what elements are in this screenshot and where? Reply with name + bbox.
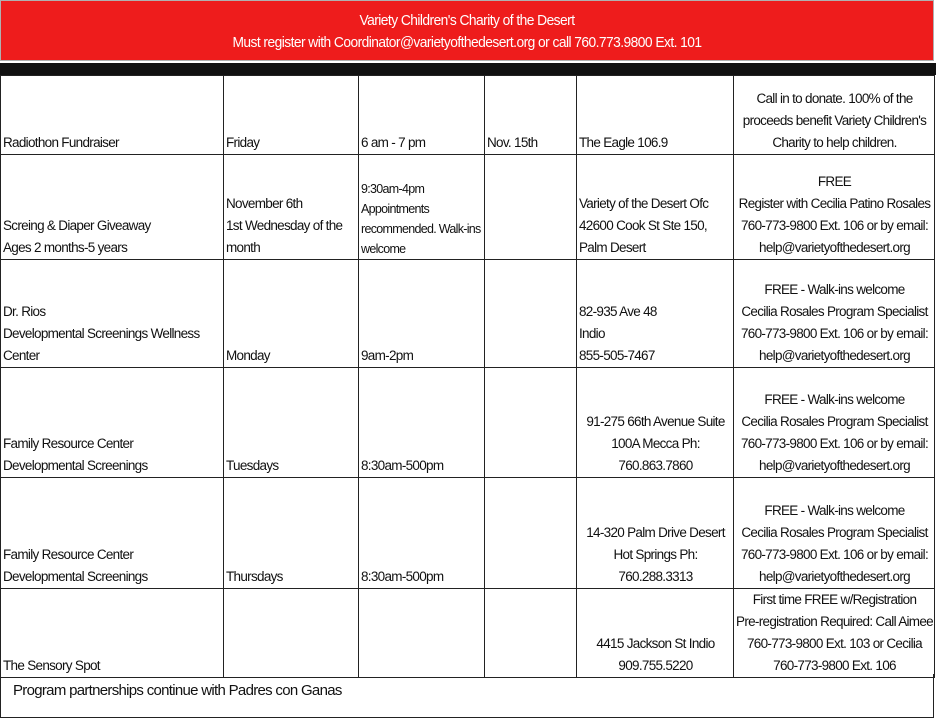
details-cell: FREE - Walk-ins welcome Cecilia Rosales Program Specialist 760-773-9800 Ext. 106 or by email: help@varietyofthedesert.org [734,478,935,589]
date-cell: Nov. 15th [485,76,577,155]
schedule-table [0,75,935,678]
day-cell: Friday [224,76,359,155]
time-cell: 6 am - 7 pm [359,76,485,155]
table-row [1,589,935,678]
location-cell: The Eagle 106.9 [577,76,734,155]
time-cell: 9:30am-4pm Appointments recommended. Walk-ins welcome [359,155,485,260]
location-cell: 82-935 Ave 48 Indio 855-505-7467 [577,260,734,368]
header-subtitle: Must register with Coordinator@varietyofthedesert.org or call 760.773.9800 Ext. 101 [232,34,702,51]
time-cell: 8:30am-500pm [359,368,485,478]
details-cell: Call in to donate. 100% of the proceeds benefit Variety Children's Charity to help children. [734,76,935,155]
date-cell [485,155,577,260]
footer-note: Program partnerships continue with Padres con Ganas [0,674,934,718]
table-row [1,76,935,155]
table-row [1,368,935,478]
program-cell: Family Resource Center Developmental Screenings [1,368,224,478]
details-cell: First time FREE w/Registration Pre-registration Required: Call Aimee 760-773-9800 Ext. 103 or Cecilia 760-773-9800 Ext. 106 [734,589,935,678]
location-cell: Variety of the Desert Ofc 42600 Cook St Ste 150, Palm Desert [577,155,734,260]
date-cell [485,478,577,589]
table-row [1,260,935,368]
day-cell: Thursdays [224,478,359,589]
day-cell: Monday [224,260,359,368]
date-cell [485,260,577,368]
table-row [1,155,935,260]
time-cell [359,589,485,678]
details-cell: FREE - Walk-ins welcome Cecilia Rosales Program Specialist 760-773-9800 Ext. 106 or by email: help@varietyofthedesert.org [734,260,935,368]
details-cell: FREE Register with Cecilia Patino Rosales 760-773-9800 Ext. 106 or by email: help@varietyofthedesert.org [734,155,935,260]
program-cell: Family Resource Center Developmental Screenings [1,478,224,589]
program-cell: Screing & Diaper Giveaway Ages 2 months-5 years [1,155,224,260]
details-cell: FREE - Walk-ins welcome Cecilia Rosales Program Specialist 760-773-9800 Ext. 106 or by email: help@varietyofthedesert.org [734,368,935,478]
header-divider-bar [0,63,936,75]
date-cell [485,368,577,478]
location-cell: 91-275 66th Avenue Suite 100A Mecca Ph: 760.863.7860 [577,368,734,478]
day-cell [224,589,359,678]
day-cell: Tuesdays [224,368,359,478]
time-cell: 8:30am-500pm [359,478,485,589]
program-cell: Dr. Rios Developmental Screenings Wellness Center [1,260,224,368]
location-cell: 14-320 Palm Drive Desert Hot Springs Ph: 760.288.3313 [577,478,734,589]
header-banner [0,0,934,61]
date-cell [485,589,577,678]
header-title: Variety Children's Charity of the Desert [359,12,575,29]
location-cell: 4415 Jackson St Indio 909.755.5220 [577,589,734,678]
program-cell: Radiothon Fundraiser [1,76,224,155]
table-row [1,478,935,589]
program-cell: The Sensory Spot [1,589,224,678]
time-cell: 9am-2pm [359,260,485,368]
day-cell: November 6th 1st Wednesday of the month [224,155,359,260]
